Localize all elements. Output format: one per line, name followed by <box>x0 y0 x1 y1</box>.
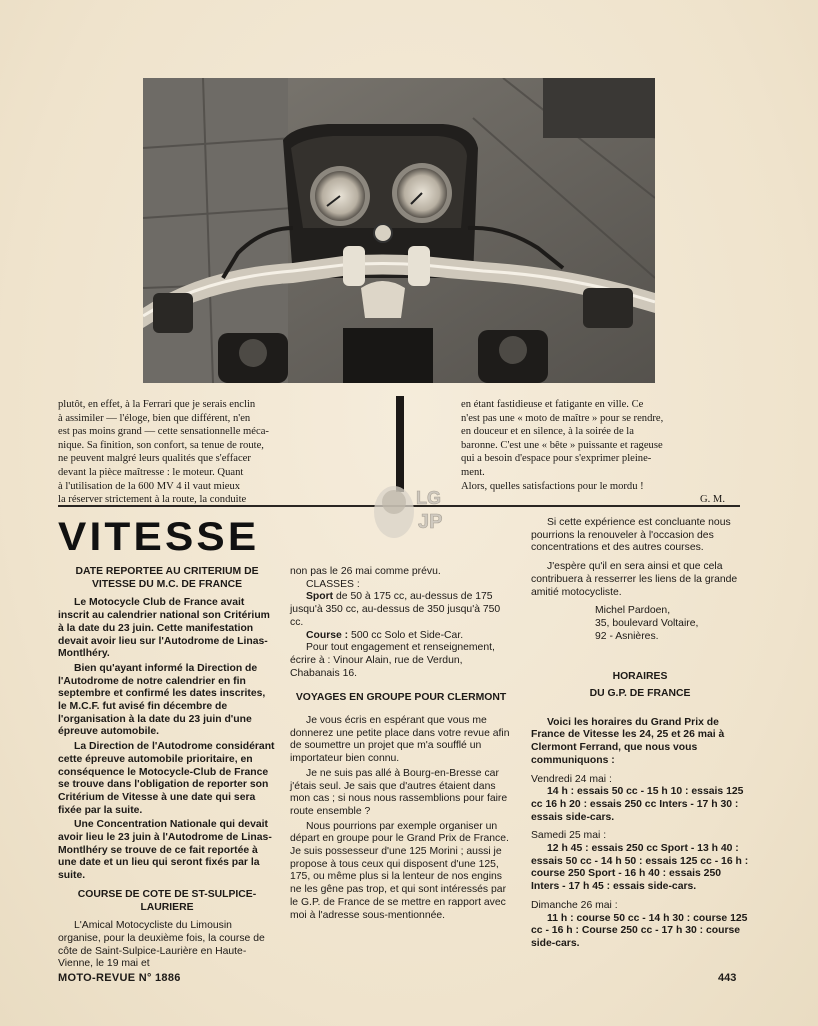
column-2 <box>290 566 512 924</box>
paragraph: Bien qu'ayant informé la Direction de l'Autodrome de notre calendrier en fin septembre et confirmé les dates inscrites, le M.C.F. fut avisé fin décembre de l'organisation à la date du 23 juin d'une épreuve automobile. <box>58 662 266 738</box>
schedule-text: 14 h : essais 50 cc - 15 h 10 : essais 125 cc 16 h 20 : essais 250 cc Inters - 17 h 30 : essais side-cars. <box>531 786 744 823</box>
caption-line: la réserver strictement à la route, la conduite <box>58 494 247 506</box>
paragraph: Nous pourrions par exemple organiser un départ en groupe pour le Grand Prix de France. Je suis possesseur d'une 125 Morini ; aussi je propose à tous ceux qui disposent d'une 125, 175, ou même plus si la lenteur de nos engins ne les gêne pas trop, et qui sont intéressés par le G.P. de France de se mettre en rapport avec moi à l'adresse sous-mentionnée. <box>290 820 509 921</box>
schedule-day: Vendredi 24 mai : <box>531 773 612 785</box>
caption-line: à l'utilisation de la 600 MV 4 il vaut mieux <box>58 480 241 492</box>
caption-line: à assimiler — l'éloge, bien que différent, n'en <box>58 412 251 424</box>
paragraph: Je vous écris en espérant que vous me donnerez une petite place dans votre revue afin de soumettre un projet que m'a soufflé un importateur bien connu. <box>290 715 510 765</box>
motorcycle-handlebar-photo <box>143 78 655 383</box>
caption-line: n'est pas une « moto de maître » pour se rendre, <box>461 412 664 424</box>
caption-signature: G. M. <box>699 494 725 506</box>
course-label: Course : <box>306 629 349 641</box>
schedule-day: Samedi 25 mai : <box>531 830 607 842</box>
watermark-text-1: LG <box>416 488 441 508</box>
caption-line: devant la pièce maîtresse : le moteur. Quant <box>58 466 244 478</box>
paragraph: Une Concentration Nationale qui devait avoir lieu le 23 juin à l'Autodrome de Linas-Montlhéry se trouve de ce fait reportée à une date et un lieu qui seront fixés par la suite. <box>58 819 272 882</box>
caption-line: en étant fastidieuse et fatigante en ville. Ce <box>461 399 644 410</box>
caption-line: ne peuvent malgré leurs qualités que s'effacer <box>58 453 251 465</box>
column-3 <box>531 517 749 953</box>
paragraph: L'Amical Motocycliste du Limousin organise, pour la deuxième fois, la course de côte de Saint-Sulpice-Laurière en Haute-Vienne, le 19 mai et <box>58 920 265 970</box>
paragraph: non pas le 26 mai comme prévu. <box>290 566 441 577</box>
caption-line: qui a besoin d'espace pour s'exprimer pleine- <box>461 453 652 465</box>
caption-line: est pas moins grand — cette sensationnelle méca- <box>58 426 269 438</box>
article-heading: HORAIRES <box>612 671 668 683</box>
footer-page-number: 443 <box>718 972 737 984</box>
footer-magazine-issue: MOTO-REVUE N° 1886 <box>58 972 181 984</box>
paragraph: Pour tout engagement et renseignement, écrire à : Vinour Alain, rue de Verdun, Chabanais 16. <box>290 642 495 679</box>
sport-label: Sport <box>306 591 334 603</box>
caption-line: baronne. C'est une « bête » puissante et rageuse <box>461 439 663 451</box>
signature-name: Michel Pardoen, <box>595 605 671 617</box>
caption-line: en douceur et en silence, à la soirée de la <box>461 426 634 438</box>
caption-line: nique. Sa finition, son confort, sa tenue de route, <box>58 439 264 451</box>
schedule-text: 11 h : course 50 cc - 14 h 30 : course 125 cc - 16 h : Course 250 cc - 17 h 30 : course side-cars. <box>531 912 748 949</box>
paragraph: La Direction de l'Autodrome considérant cette épreuve automobile prioritaire, en conséquence le Motocycle-Club de France se trouve dans l'obligation de reporter son Critérium de Vitesse à une date qui sera fixée par la suite. <box>58 741 275 816</box>
sport-text: de 50 à 175 cc, au-dessus de 175 jusqu'à 350 cc, au-dessus de 350 jusqu'à 750 cc. <box>290 591 501 628</box>
caption-closing: Alors, quelles satisfactions pour le mordu ! <box>461 480 644 492</box>
paragraph: Le Motocycle Club de France avait inscrit au calendrier national son Critérium à la date du 23 juin. Cette manifestation devait avoir lieu sur l'Autodrome de Linas-Montlhéry. <box>58 597 270 660</box>
paragraph: Si cette expérience est concluante nous pourrions la renouveler à l'occasion des concentrations et des autres courses. <box>531 517 731 554</box>
section-title: VITESSE <box>58 515 260 559</box>
paragraph: Voici les horaires du Grand Prix de France de Vitesse les 24, 25 et 26 mai à Clermont Ferrand, que nous vous communiquons : <box>531 716 725 766</box>
caption-line: ment. <box>461 466 485 478</box>
article-heading: DATE REPORTEE AU CRITERIUM DE VITESSE DU M.C. DE FRANCE <box>75 566 259 590</box>
column-1 <box>58 566 276 973</box>
article-subheading: DU G.P. DE FRANCE <box>589 688 691 700</box>
signature-address: 35, boulevard Voltaire, <box>595 617 699 629</box>
watermark-text-2: JP <box>418 511 443 533</box>
schedule-day: Dimanche 26 mai : <box>531 899 618 911</box>
classes-label: CLASSES : <box>306 578 360 590</box>
article-heading: VOYAGES EN GROUPE POUR CLERMONT <box>295 692 507 704</box>
sport-classes <box>290 591 512 629</box>
schedule-text: 12 h 45 : essais 250 cc Sport - 13 h 40 : essais 50 cc - 14 h 50 : essais 125 cc - 16 h : course 250 Sport - 16 h 40 : essais 250 Inters - 17 h 45 : essais side-cars. <box>531 843 749 893</box>
course-text: 500 cc Solo et Side-Car. <box>348 629 464 641</box>
paragraph: Je ne suis pas allé à Bourg-en-Bresse car j'étais seul. Je sais que d'autres étaient dans mon cas ; si nous nous rassemblions pour faire route ensemble ? <box>290 767 508 817</box>
course-classes <box>290 630 512 643</box>
caption-right-column <box>461 398 731 507</box>
photo-illustration <box>143 78 655 383</box>
watermark-logo <box>366 480 462 540</box>
paragraph: J'espère qu'il en sera ainsi et que cela contribuera à resserrer les liens de la grande amitié motocycliste. <box>531 561 738 598</box>
letter-signature <box>531 605 749 643</box>
caption-left-column <box>58 398 308 507</box>
signature-city: 92 - Asnières. <box>595 630 659 642</box>
article-heading: COURSE DE COTE DE ST-SULPICE-LAURIERE <box>77 888 257 913</box>
caption-line: plutôt, en effet, à la Ferrari que je serais enclin <box>58 399 256 410</box>
divider-bar <box>396 396 404 492</box>
